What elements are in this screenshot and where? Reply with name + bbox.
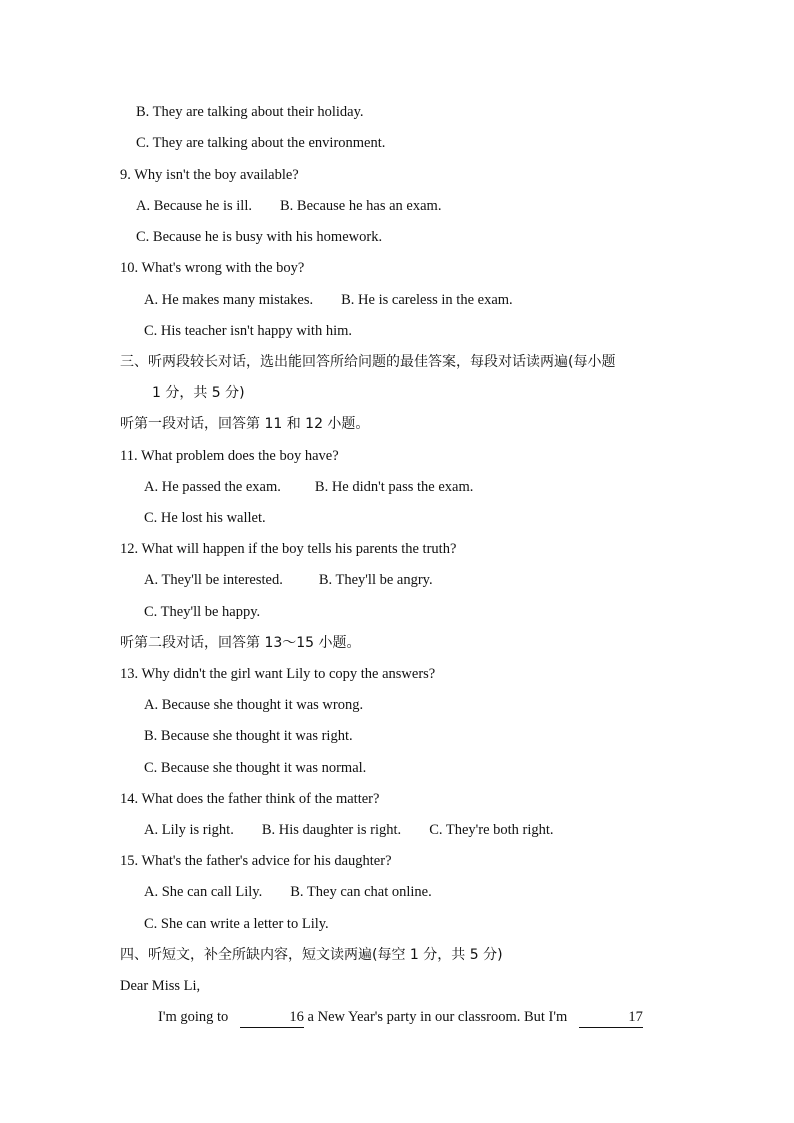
question-13: 13. Why didn't the girl want Lily to copy the answers? <box>120 666 436 682</box>
q13-option-a: A. Because she thought it was wrong. <box>144 697 364 713</box>
q12-option-c: C. They'll be happy. <box>144 604 261 620</box>
question-11: 11. What problem does the boy have? <box>120 448 339 464</box>
q14-option-c: C. They're both right. <box>429 822 554 838</box>
q12-options-ab <box>144 570 433 590</box>
q15-option-a: A. She can call Lily. <box>144 884 263 900</box>
q15-options-ab <box>144 882 432 902</box>
q12-option-b: B. They'll be angry. <box>318 572 433 588</box>
q9-options-ab <box>136 196 441 216</box>
q10-option-b: B. He is careless in the exam. <box>341 292 513 308</box>
q11-options-ab <box>144 477 473 497</box>
letter-line-1-middle: a New Year's party in our classroom. But I'm <box>307 1009 568 1025</box>
q14-option-a: A. Lily is right. <box>144 822 234 838</box>
q15-option-c: C. She can write a letter to Lily. <box>144 916 329 932</box>
q10-options-ab <box>144 290 513 310</box>
question-9: 9. Why isn't the boy available? <box>120 167 299 183</box>
q10-option-a: A. He makes many mistakes. <box>144 292 314 308</box>
q8-option-c: C. They are talking about the environment. <box>136 135 386 151</box>
dialogue-1-instruction: 听第一段对话，回答第 11 和 12 小题。 <box>120 416 370 432</box>
q11-option-c: C. He lost his wallet. <box>144 510 266 526</box>
q13-option-c: C. Because she thought it was normal. <box>144 760 367 776</box>
q11-option-b: B. He didn't pass the exam. <box>314 479 474 495</box>
section-3-heading-cont: 1 分，共 5 分) <box>152 385 245 401</box>
q13-option-b: B. Because she thought it was right. <box>144 728 353 744</box>
q9-option-b: B. Because he has an exam. <box>279 198 442 214</box>
dialogue-2-instruction: 听第二段对话，回答第 13～15 小题。 <box>120 635 361 651</box>
q9-option-c: C. Because he is busy with his homework. <box>136 229 383 245</box>
question-10: 10. What's wrong with the boy? <box>120 260 305 276</box>
question-15: 15. What's the father's advice for his daughter? <box>120 853 392 869</box>
q8-option-b: B. They are talking about their holiday. <box>136 104 364 120</box>
blank-17[interactable]: 17 <box>579 1007 643 1028</box>
q15-option-b: B. They can chat online. <box>290 884 432 900</box>
q14-option-b: B. His daughter is right. <box>261 822 402 838</box>
q14-options <box>144 820 554 840</box>
q12-option-a: A. They'll be interested. <box>144 572 283 588</box>
section-3-heading: 三、听两段较长对话，选出能回答所给问题的最佳答案，每段对话读两遍(每小题 <box>120 354 616 370</box>
q11-option-a: A. He passed the exam. <box>144 479 281 495</box>
section-4-heading: 四、听短文，补全所缺内容，短文读两遍(每空 1 分，共 5 分) <box>120 947 503 963</box>
blank-16[interactable]: 16 <box>240 1007 304 1028</box>
question-14: 14. What does the father think of the matter? <box>120 791 380 807</box>
letter-line-1 <box>158 1007 643 1028</box>
letter-greeting: Dear Miss Li, <box>120 978 201 994</box>
q10-option-c: C. His teacher isn't happy with him. <box>144 323 352 339</box>
letter-line-1-start: I'm going to <box>158 1009 229 1025</box>
question-12: 12. What will happen if the boy tells his parents the truth? <box>120 541 457 557</box>
q9-option-a: A. Because he is ill. <box>136 198 252 214</box>
